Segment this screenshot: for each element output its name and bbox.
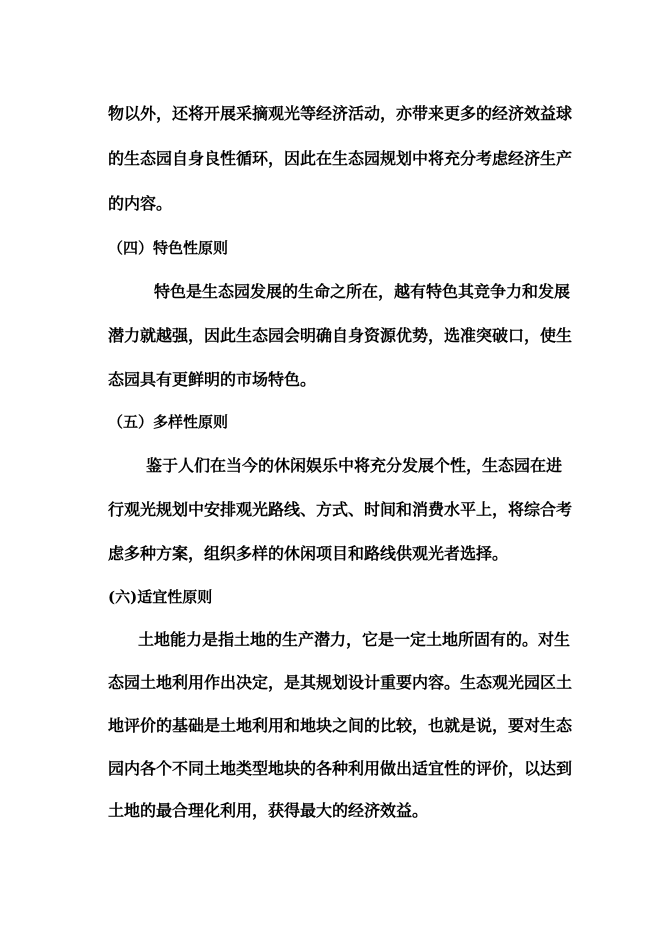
paragraph-line: 态园土地利用作出决定，是其规划设计重要内容。生态观光园区土 <box>108 673 573 692</box>
paragraph-line: 物以外，还将开展采摘观光等经济活动，亦带来更多的经济效益球 <box>108 104 573 123</box>
paragraph-line: 态园具有更鲜明的市场特色。 <box>108 370 317 389</box>
section-heading-4: （四）特色性原则 <box>108 239 229 257</box>
paragraph-line: 的生态园自身良性循环，因此在生态园规划中将充分考虑经济生产 <box>108 149 573 168</box>
paragraph-line: 行观光规划中安排观光路线、方式、时间和消费水平上，将综合考 <box>108 500 573 519</box>
paragraph-line: 土地的最合理化利用，获得最大的经济效益。 <box>108 801 429 820</box>
paragraph-line: 地评价的基础是土地利用和地块之间的比较，也就是说，要对生态 <box>108 716 573 735</box>
paragraph-line: 潜力就越强，因此生态园会明确自身资源优势，选准突破口，使生 <box>108 326 573 345</box>
paragraph-line: 园内各个不同土地类型地块的各种利用做出适宜性的评价，以达到 <box>108 759 573 778</box>
paragraph-line: 土地能力是指土地的生产潜力，它是一定土地所固有的。对生 <box>138 630 571 649</box>
paragraph-line: 特色是生态园发展的生命之所在，越有特色其竞争力和发展 <box>154 282 571 301</box>
paragraph-line: 虑多种方案，组织多样的休闲项目和路线供观光者选择。 <box>108 544 509 563</box>
section-heading-5: （五）多样性原则 <box>108 413 229 431</box>
section-heading-6: (六)适宜性原则 <box>108 588 213 606</box>
paragraph-line: 的内容。 <box>108 194 173 213</box>
paragraph-line: 鉴于人们在当今的休闲娱乐中将充分发展个性，生态园在进 <box>146 456 563 475</box>
